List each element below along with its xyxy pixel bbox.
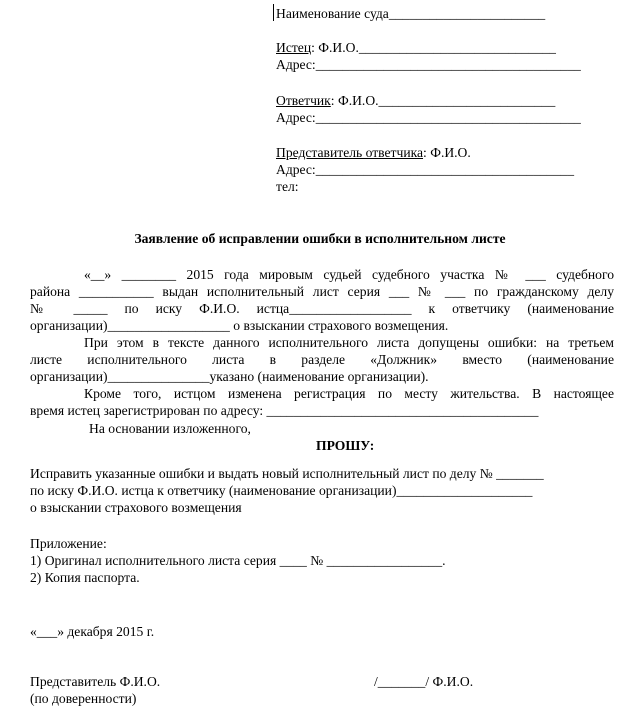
plaintiff-line: Истец: Ф.И.О._____________________________ [276, 40, 556, 55]
request-heading: ПРОШУ: [316, 438, 375, 453]
body-p1-line2: района ___________ выдан исполнительный лист серия ___ № ___ по гражданскому делу [30, 284, 614, 299]
signature-line: /_______/ Ф.И.О. [374, 674, 474, 689]
representative-address-line: Адрес:______________________________________ [276, 162, 574, 177]
attachment-item-2: 2) Копия паспорта. [30, 570, 140, 585]
representative-phone-line: тел: [276, 179, 299, 194]
court-name-line: Наименование суда_______________________ [276, 6, 546, 21]
defendant-address-line: Адрес:_______________________________________ [276, 110, 581, 125]
body-p1-line1: «__» ________ 2015 года мировым судьей судебного участка № ___ судебного [84, 267, 614, 282]
body-p2-line3: организации)_______________указано (наименование организации). [30, 369, 429, 384]
text-cursor [273, 4, 274, 21]
defendant-line: Ответчик: Ф.И.О.__________________________ [276, 93, 556, 108]
attachment-item-1: 1) Оригинал исполнительного листа серия ____ № _________________. [30, 553, 446, 568]
plaintiff-address-line: Адрес:_______________________________________ [276, 57, 581, 72]
body-p2-line1: При этом в тексте данного исполнительного листа допущены ошибки: на третьем [84, 335, 614, 350]
representative-line: Представитель ответчика: Ф.И.О. [276, 145, 471, 160]
body-p3-line2: время истец зарегистрирован по адресу: ________________________________________ [30, 403, 539, 418]
signature-representative: Представитель Ф.И.О. [30, 674, 161, 689]
signature-proxy-note: (по доверенности) [30, 691, 137, 706]
body-p4: На основании изложенного, [89, 421, 251, 436]
request-line1: Исправить указанные ошибки и выдать новый исполнительный лист по делу № _______ [30, 466, 544, 481]
body-p1-line4: организации)__________________ о взыскании страхового возмещения. [30, 318, 449, 333]
body-p1-line3: № _____ по иску Ф.И.О. истца__________________ к ответчику (наименование [30, 301, 614, 316]
body-p3-line1: Кроме того, истцом изменена регистрация по месту жительства. В настоящее [84, 386, 614, 401]
body-p2-line2: листе исполнительного листа в разделе «Должник» вместо (наименование [30, 352, 614, 367]
request-line2: по иску Ф.И.О. истца к ответчику (наименование организации)____________________ [30, 483, 533, 498]
request-line3: о взыскании страхового возмещения [30, 500, 242, 515]
attachments-heading: Приложение: [30, 536, 107, 551]
document-title: Заявление об исправлении ошибки в исполнительном листе [134, 231, 506, 246]
document-date: «___» декабря 2015 г. [30, 624, 155, 639]
